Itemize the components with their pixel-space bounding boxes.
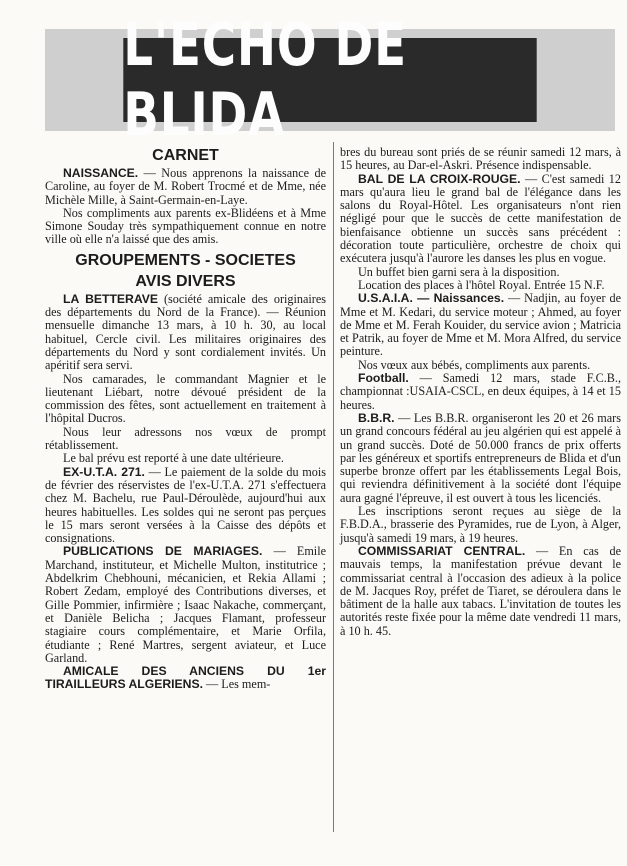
commissariat-text: — En cas de mauvais temps, la manifestation prévue devant le commissariat central à l'occasion des adieux à la police de M. Jacques Roy, préfet de Tiaret, se déroulera dans le bâtiment de la halle aux tabacs. L'invitation de toutes les autorités reste fixée pour la même date vendredi 11 mars, à 10 h. 45.	[340, 543, 621, 638]
betterave-paragraph	[45, 293, 326, 373]
masthead-banner	[45, 10, 615, 150]
bbr-paragraph	[340, 412, 621, 505]
bbr-text: — Les B.B.R. organiseront les 20 et 26 mars un grand concours fédéral au jeu algérien qui est appelé à un grand succès. Doté de 50.000 francs de prix offerts par les généreux et sportifs entrepreneurs de Blida et d'un superbe bronze offert par les établissements Legal Bois, qui reviendra définitivement à la société dont l'équipe aura gagné l'épreuve, il est ouvert à tous les licenciés.	[340, 410, 621, 505]
amicale-continuation: bres du bureau sont priés de se réunir samedi 12 mars, à 15 heures, au Dar-el-Askri. Présence indispensable.	[340, 145, 621, 173]
publications-paragraph	[45, 545, 326, 665]
amicale-text: — Les mem-	[203, 677, 271, 692]
right-column	[340, 146, 621, 638]
commissariat-keyword: COMMISSARIAT CENTRAL.	[358, 543, 526, 558]
exuta-text: — Le paiement de la solde du mois de février des réservistes de l'ex-U.T.A. 271 s'effectuera chez M. Bachelu, rue Paul-Déroulède, aujourd'hui aux heures habituelles. Les soldes qui ne seront pas perçues le 15 mars seront versées à la Caisse des dépôts et consignations.	[45, 464, 327, 546]
groupements-heading: GROUPEMENTS - SOCIETES	[75, 251, 296, 269]
usaia-keyword: U.S.A.I.A.	[358, 291, 413, 306]
publications-keyword: PUBLICATIONS DE MARIAGES.	[63, 544, 263, 559]
inscriptions-paragraph: Les inscriptions seront reçues au siège de la F.B.D.A., brasserie des Pyramides, rue de Lyon, à Alger, jusqu'à samedi 19 mars, à 19 heures.	[340, 504, 621, 545]
publications-text: — Emile Marchand, instituteur, et Michelle Multon, institutrice ; Abdelkrim Chebhouni, mécanicien, et Rekia Allami ; Robert Zedam, employé des Contributions diverses, et Gille Pommier, infirmière ; Isaac Nakache, commerçant, et Danièle Belicha ; Jacques Flamant, professeur stagiaire cours complémentaire, et Marie Orfila, étudiante ; René Martres, sergent aviateur, et Luce Garland.	[45, 544, 326, 665]
left-column	[45, 146, 326, 692]
naissance-text: — Nous apprenons la naissance de Caroline, au foyer de M. Robert Trocmé et de Mme, née Michèle Mille, à Saint-Germain-en-Laye.	[45, 166, 326, 207]
bal-text: — C'est samedi 12 mars qu'aura lieu le grand bal de l'élégance dans les salons du Royal-Hôtel. Les organisateurs n'ont rien négligé pour que le succès de cette manifestation de bienfaisance obtienne un succès sans précédent : décoration toute particulière, orchestre de choix qui exécutera jusqu'à l'aurore les danses les plus en vogue.	[340, 171, 621, 266]
masthead-title: L'ECHO DE BLIDA	[123, 38, 536, 122]
bal-paragraph	[340, 173, 621, 266]
avis-divers-heading: AVIS DIVERS	[135, 272, 236, 290]
usaia-voeux-paragraph: Nos vœux aux bébés, compliments aux parents.	[358, 357, 591, 372]
location-paragraph: Location des places à l'hôtel Royal. Entrée 15 N.F.	[358, 277, 605, 292]
amicale-paragraph	[45, 665, 326, 692]
usaia-paragraph	[340, 292, 621, 358]
betterave-text: (société amicale des originaires des départements du Nord de la France). — Réunion mensuelle dimanche 13 mars, à 10 h. 30, au local habituel, Cercle civil. Les militaires originaires des départements du Nord y sont cordialement invités. Un apéritif sera servi.	[45, 291, 326, 373]
football-paragraph	[340, 372, 621, 412]
football-text: — Samedi 12 mars, stade F.C.B., championnat :USAIA-CSCL, en deux équipes, à 14 et 15 heures.	[340, 371, 621, 412]
bal-keyword: BAL DE LA CROIX-ROUGE.	[358, 171, 521, 186]
naissance-keyword: NAISSANCE.	[63, 166, 139, 180]
bbr-keyword: B.B.R.	[358, 410, 395, 425]
exuta-paragraph	[45, 466, 326, 546]
usaia-text: — Nadjin, au foyer de Mme et M. Kedari, du service moteur ; Ahmed, au foyer de Mme et M. Ferah Kouider, du service avion ; Matricia et Patrik, au foyer de Mme et M. Mora Alfred, du service peinture.	[340, 291, 621, 359]
carnet-heading: CARNET	[152, 147, 219, 164]
football-keyword: Football.	[358, 371, 409, 386]
buffet-paragraph: Un buffet bien garni sera à la disposition.	[358, 264, 560, 279]
voeux-paragraph: Nous leur adressons nos vœux de prompt rétablissement.	[45, 424, 326, 453]
betterave-keyword: LA BETTERAVE	[63, 291, 158, 306]
naissance-paragraph	[45, 167, 326, 207]
compliments-paragraph: Nos compliments aux parents ex-Blidéens et à Mme Simone Souday très sympathiquement connue en notre ville où elle n'a laissé que des amis.	[45, 205, 326, 247]
camarades-paragraph: Nos camarades, le commandant Magnier et le lieutenant Liébart, notre dévoué président de la commission des fêtes, sont actuellement en traitement à l'hôpital Ducros.	[45, 371, 326, 426]
usaia-naissances-keyword: — Naissances.	[412, 291, 505, 306]
column-divider	[333, 142, 334, 832]
bal-reporte-paragraph: Le bal prévu est reporté à une date ultérieure.	[63, 451, 284, 466]
commissariat-paragraph	[340, 545, 621, 638]
amicale-keyword: AMICALE DES ANCIENS DU 1er TIRAILLEURS ALGERIENS.	[45, 664, 326, 692]
exuta-keyword: EX-U.T.A. 271.	[63, 464, 145, 479]
